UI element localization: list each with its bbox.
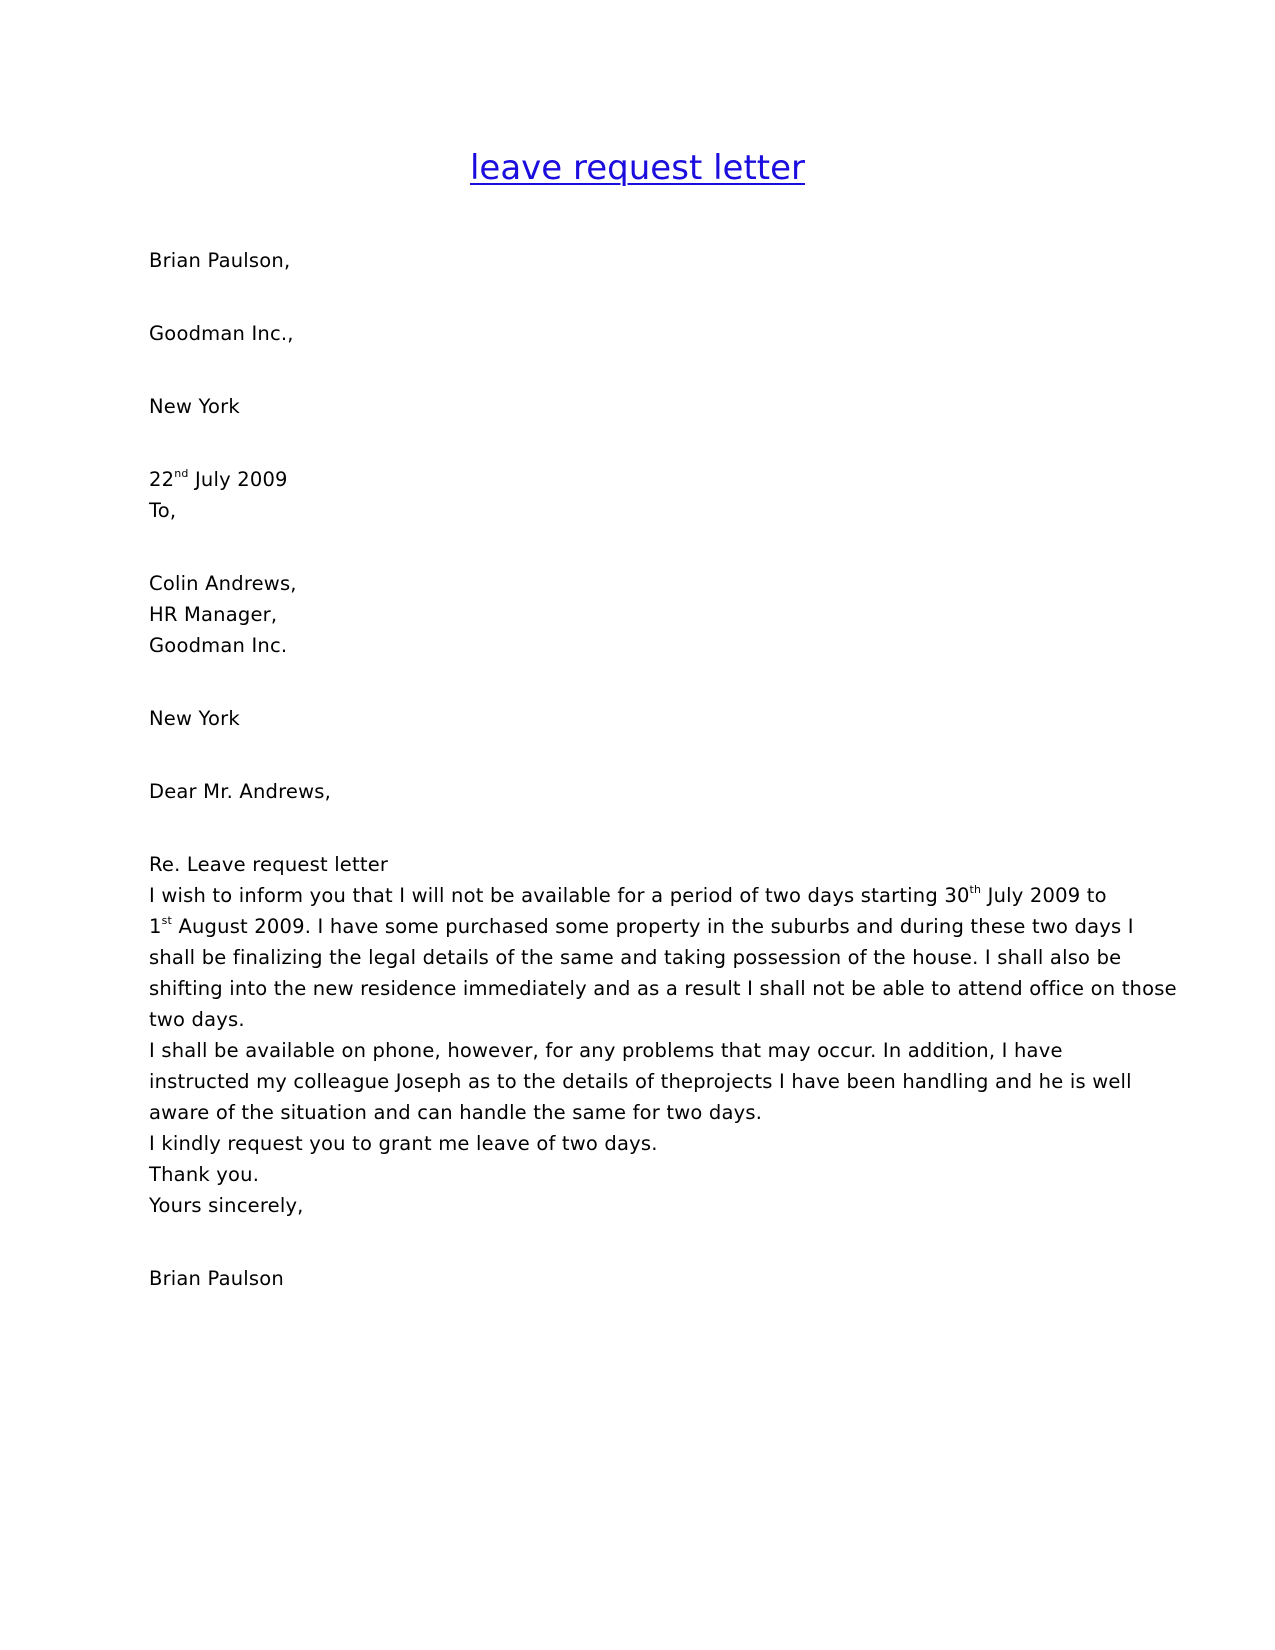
salutation: Dear Mr. Andrews, <box>149 780 331 803</box>
body-text: July 2009 to <box>981 884 1107 907</box>
ordinal-suffix: th <box>969 882 982 896</box>
body-line: shall be finalizing the legal details of the same and taking possession of the house. I shall also be <box>149 946 1122 969</box>
recipient-position: HR Manager, <box>149 603 278 626</box>
body-line: shifting into the new residence immediately and as a result I shall not be able to attend office on those <box>149 977 1177 1000</box>
date-rest: July 2009 <box>188 468 288 491</box>
title-link[interactable]: leave request letter <box>469 148 806 188</box>
closing-line: Yours sincerely, <box>149 1194 304 1217</box>
subject-line: Re. Leave request letter <box>149 853 389 876</box>
body-line: instructed my colleague Joseph as to the details of theprojects I have been handling and he is well <box>149 1070 1132 1093</box>
body-line: two days. <box>149 1008 245 1031</box>
body-line: aware of the situation and can handle the same for two days. <box>149 1101 763 1124</box>
date-day: 22 <box>149 468 175 491</box>
date-day-suffix: nd <box>174 466 189 480</box>
letter-date <box>149 464 1139 495</box>
recipient-name: Colin Andrews, <box>149 572 297 595</box>
body-text: I wish to inform you that I will not be available for a period of two days starting 30 <box>149 884 970 907</box>
body-line: I kindly request you to grant me leave of two days. <box>149 1132 658 1155</box>
to-label: To, <box>149 499 177 522</box>
body-line <box>149 911 1139 942</box>
ordinal-suffix: st <box>161 913 173 927</box>
body-line: I shall be available on phone, however, for any problems that may occur. In addition, I have <box>149 1039 1063 1062</box>
thanks-line: Thank you. <box>149 1163 260 1186</box>
recipient-city: New York <box>149 707 240 730</box>
letter-body <box>149 245 1177 1294</box>
body-text: August 2009. I have some purchased some property in the suburbs and during these two days I <box>172 915 1134 938</box>
document-title <box>0 148 1275 188</box>
body-line <box>149 880 1139 911</box>
recipient-company: Goodman Inc. <box>149 634 288 657</box>
sender-company: Goodman Inc., <box>149 322 294 345</box>
body-text: 1 <box>149 915 162 938</box>
sender-city: New York <box>149 395 240 418</box>
signature: Brian Paulson <box>149 1267 284 1290</box>
sender-name: Brian Paulson, <box>149 249 291 272</box>
